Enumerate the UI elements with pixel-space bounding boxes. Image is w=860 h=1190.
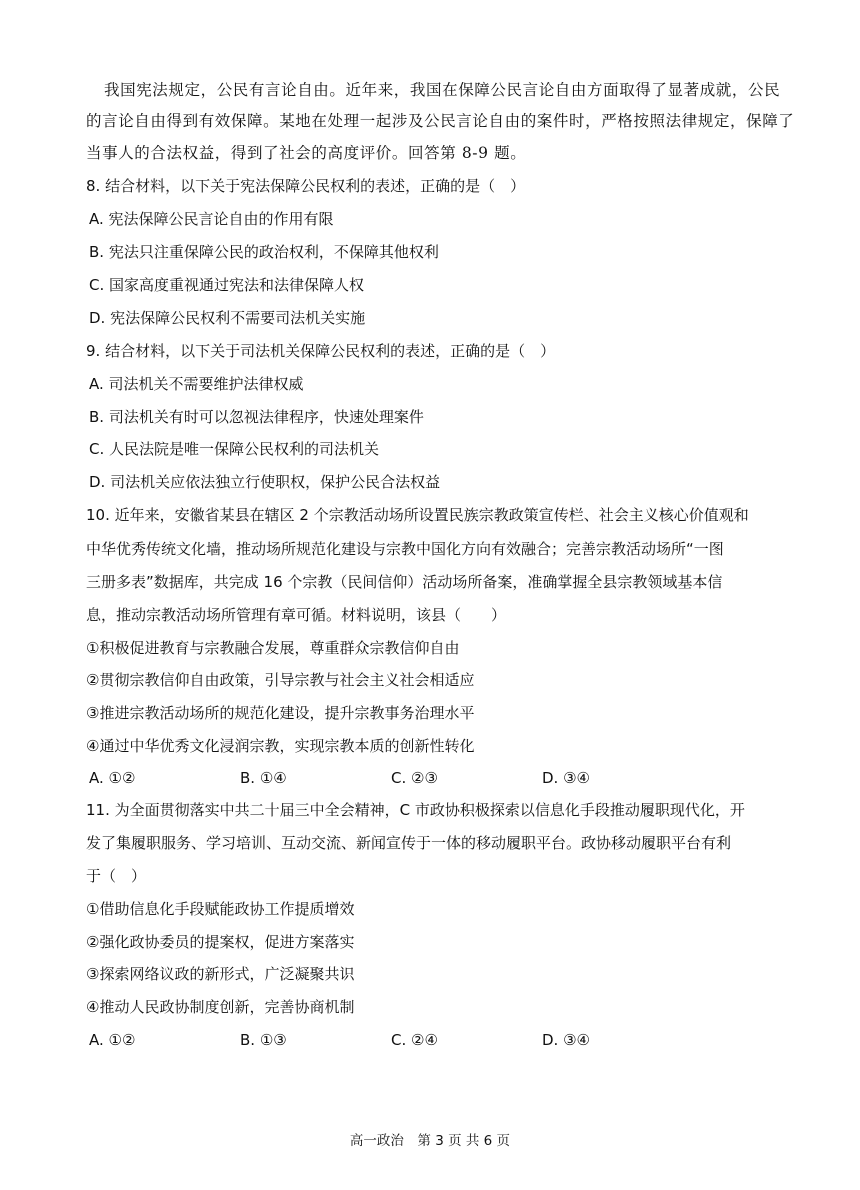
statement-item: ②贯彻宗教信仰自由政策，引导宗教与社会主义社会相适应 (86, 671, 475, 689)
choice-d: D. ③④ (542, 769, 590, 787)
option-c: C. 国家高度重视通过宪法和法律保障人权 (89, 276, 365, 294)
statement-item: ③探索网络议政的新形式，广泛凝聚共识 (86, 965, 355, 983)
question-stem-line: 发了集履职服务、学习培训、互动交流、新闻宣传于一体的移动履职平台。政协移动履职平台有利 (86, 834, 732, 852)
question-stem: 9. 结合材料，以下关于司法机关保障公民权利的表述，正确的是（ ） (86, 342, 556, 360)
option-d: D. 宪法保障公民权利不需要司法机关实施 (89, 309, 366, 327)
statement-item: ②强化政协委员的提案权，促进方案落实 (86, 933, 355, 951)
question-stem-line: 息，推动宗教活动场所管理有章可循。材料说明，该县（ ） (86, 606, 507, 624)
choice-b: B. ①④ (240, 769, 287, 787)
statement-item: ④推动人民政协制度创新，完善协商机制 (86, 998, 355, 1016)
choice-c: C. ②④ (391, 1031, 438, 1049)
statement-item: ③推进宗教活动场所的规范化建设，提升宗教事务治理水平 (86, 704, 475, 722)
question-stem-line: 中华优秀传统文化墙，推动场所规范化建设与宗教中国化方向有效融合；完善宗教活动场所“一图 (86, 540, 724, 558)
option-b: B. 司法机关有时可以忽视法律程序，快速处理案件 (89, 408, 424, 426)
option-a: A. 司法机关不需要维护法律权威 (89, 375, 304, 393)
statement-item: ①积极促进教育与宗教融合发展，尊重群众宗教信仰自由 (86, 639, 460, 657)
page-footer: 高一政治 第 3 页 共 6 页 (349, 1133, 511, 1149)
choice-c: C. ②③ (391, 769, 438, 787)
option-d: D. 司法机关应依法独立行使职权，保护公民合法权益 (89, 473, 441, 491)
material-line: 当事人的合法权益，得到了社会的高度评价。回答第 8-9 题。 (86, 144, 527, 162)
choice-a: A. ①② (89, 769, 136, 787)
question-stem-line: 10. 近年来，安徽省某县在辖区 2 个宗教活动场所设置民族宗教政策宣传栏、社会主义核心价值观和 (86, 506, 749, 524)
option-a: A. 宪法保障公民言论自由的作用有限 (89, 210, 334, 228)
statement-item: ④通过中华优秀文化浸润宗教，实现宗教本质的创新性转化 (86, 737, 475, 755)
material-line: 的言论自由得到有效保障。某地在处理一起涉及公民言论自由的案件时，严格按照法律规定，保障了 (86, 112, 795, 130)
question-stem-line: 三册多表”数据库，共完成 16 个宗教（民间信仰）活动场所备案，准确掌握全县宗教领域基本信 (86, 573, 723, 591)
option-b: B. 宪法只注重保障公民的政治权利，不保障其他权利 (89, 243, 439, 261)
statement-item: ①借助信息化手段赋能政协工作提质增效 (86, 900, 355, 918)
material-line: 我国宪法规定，公民有言论自由。近年来，我国在保障公民言论自由方面取得了显著成就，公民 (104, 81, 781, 99)
choice-a: A. ①② (89, 1031, 136, 1049)
question-stem-line: 于（ ） (86, 867, 147, 885)
option-c: C. 人民法院是唯一保障公民权利的司法机关 (89, 440, 380, 458)
choice-b: B. ①③ (240, 1031, 287, 1049)
question-stem: 8. 结合材料，以下关于宪法保障公民权利的表述，正确的是（ ） (86, 177, 526, 195)
question-stem-line: 11. 为全面贯彻落实中共二十届三中全会精神，C 市政协积极探索以信息化手段推动履职现代化，开 (86, 801, 745, 819)
choice-d: D. ③④ (542, 1031, 590, 1049)
